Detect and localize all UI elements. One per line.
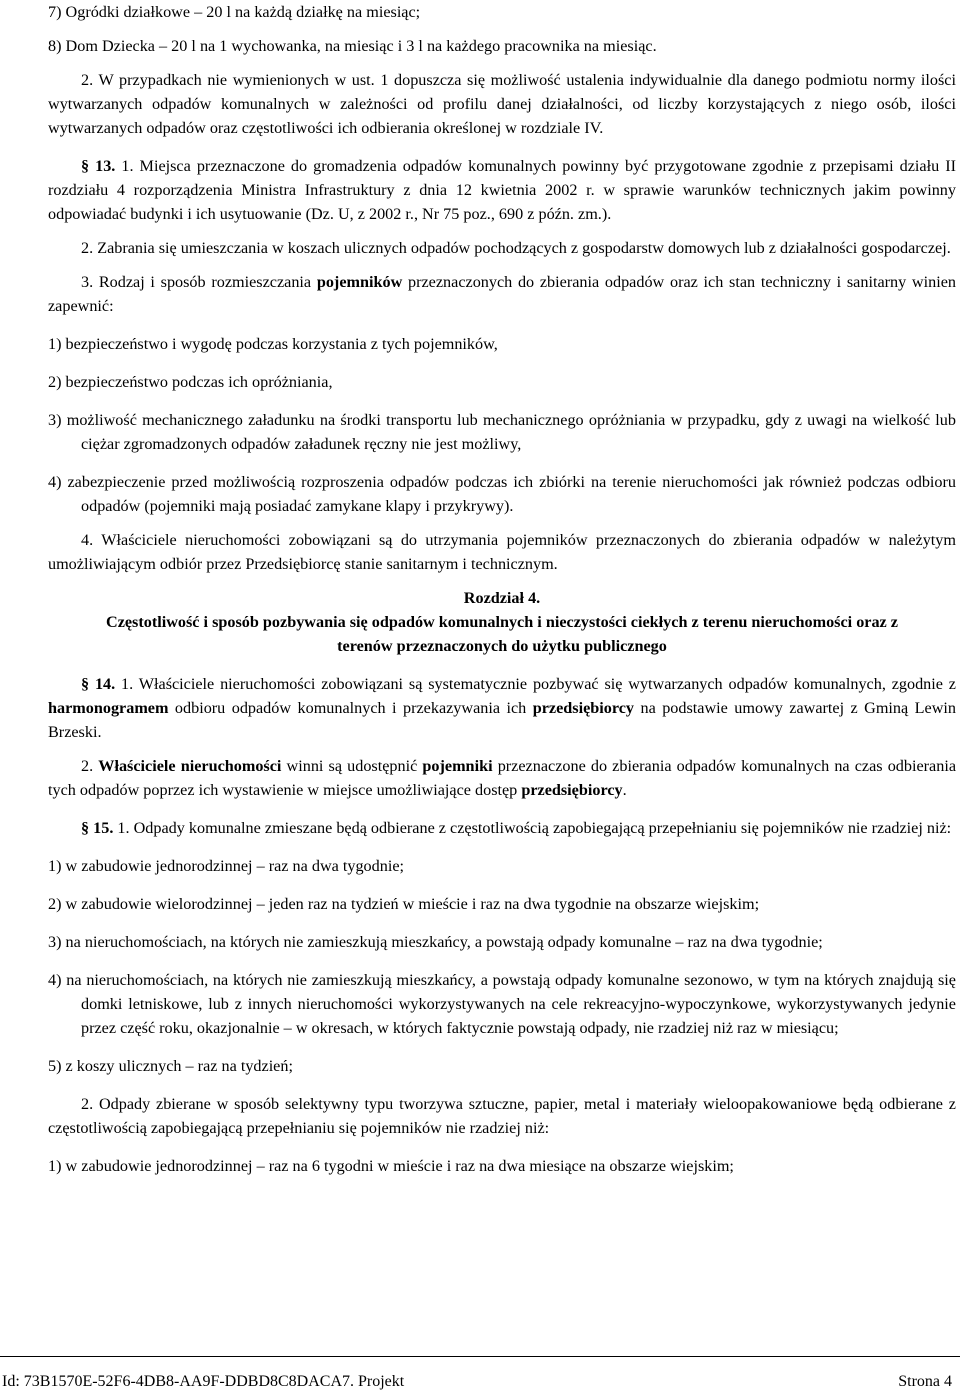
list-item: 1) w zabudowie jednorodzinnej – raz na dwa tygodnie; <box>48 857 405 875</box>
text: winni są udostępnić <box>281 757 423 775</box>
bold-text: harmonogramem <box>48 699 169 717</box>
bold-text: przedsiębiorcy <box>521 781 623 799</box>
text: 1. Właściciele nieruchomości zobowiązani są systematycznie pozbywać się wytwarzanych odpadów komunalnych, zgodnie z <box>115 675 956 693</box>
section-13-para-1 <box>48 154 956 226</box>
section-15-para-2: 2. Odpady zbierane w sposób selektywny typu tworzywa sztuczne, papier, metal i materiały wieloopakowaniowe będą odbierane z częstotliwością zapobiegającą przepełnianiu się pojemników nie rzadziej niż: <box>48 1095 956 1137</box>
section-13-para-2: 2. Zabrania się umieszczania w koszach ulicznych odpadów pochodzących z gospodarstw domowych lub z działalności gospodarczej. <box>81 239 951 257</box>
text: przeznaczonych do zbierania odpadów oraz ich stan techniczny i sanitarny winien zapewnić: <box>48 273 956 315</box>
section-14-para-1 <box>48 672 956 744</box>
bold-text: Właściciele nieruchomości <box>98 757 282 775</box>
section-13-para-4: 4. Właściciele nieruchomości zobowiązani są do utrzymania pojemników przeznaczonych do zbierania odpadów w należytym umożliwiającym odbiór przez Przedsiębiorcę stanie sanitarnym i technicznym. <box>48 531 956 573</box>
section-13-para-3 <box>48 270 956 318</box>
list-item: 3) na nieruchomościach, na których nie zamieszkują mieszkańcy, a powstają odpady komunalne – raz na dwa tygodnie; <box>48 933 823 951</box>
item-7: 7) Ogródki działkowe – 20 l na każdą działkę na miesiąc; <box>48 3 421 21</box>
text: 3. Rodzaj i sposób rozmieszczania <box>81 273 317 291</box>
list-item: 1) w zabudowie jednorodzinnej – raz na 6 tygodni w mieście i raz na dwa miesiące na obszarze wiejskim; <box>48 1157 734 1175</box>
page-number: Strona 4 <box>898 1373 952 1390</box>
section-15-number: § 15. <box>81 819 114 837</box>
document-id: Id: 73B1570E-52F6-4DB8-AA9F-DDBD8C8DACA7. Projekt <box>2 1373 405 1390</box>
list-item: 1) bezpieczeństwo i wygodę podczas korzystania z tych pojemników, <box>48 335 498 353</box>
section-15-para-1 <box>48 816 956 840</box>
text: 2. <box>81 757 99 775</box>
text: przeznaczone do zbierania odpadów komunalnych na czas odbierania tych odpadów poprzez ich wystawienie w miejsce umożliwiające dostęp <box>48 757 957 799</box>
section-14-number: § 14. <box>81 675 116 693</box>
text: 1. Odpady komunalne zmieszane będą odbierane z częstotliwością zapobiegającą przepełnianiu się pojemników nie rzadziej niż: <box>113 819 952 837</box>
chapter-heading: Rozdział 4. <box>463 589 541 607</box>
list-item: 3) możliwość mechanicznego załadunku na środki transportu lub mechanicznego opróżniania w przypadku, gdy z uwagi na wielkość lub ciężar zgromadzonych odpadów załadunek ręczny nie jest możliwy, <box>48 411 956 453</box>
list-item: 2) bezpieczeństwo podczas ich opróżniania, <box>48 373 333 391</box>
section-13-number: § 13. <box>81 157 116 175</box>
text: . <box>622 781 627 799</box>
bold-text: pojemników <box>316 273 403 291</box>
page-footer <box>0 1356 960 1390</box>
text: na podstawie umowy zawartej z Gminą Lewin Brzeski. <box>48 699 956 741</box>
list-item: 4) zabezpieczenie przed możliwością rozproszenia odpadów podczas ich zbiórki na terenie nieruchomości jak również podczas odbioru odpadów (pojemniki mają posiadać zamykane klapy i przykrywy). <box>48 473 956 515</box>
list-item: 4) na nieruchomościach, na których nie zamieszkują mieszkańcy, a powstają odpady komunalne sezonowo, w tym na których znajdują się domki letniskowe, lub z innych nieruchomości wykorzystywanych na cele rekreacyjno-wypoczynkowe, wykorzystywanych jedynie przez część roku, okazjonalnie – w okresach, w których faktycznie powstają odpady, nie rzadziej niż raz w miesiącu; <box>48 971 956 1037</box>
bold-text: przedsiębiorcy <box>532 699 635 717</box>
section-14-para-2 <box>48 754 956 802</box>
list-item: 5) z koszy ulicznych – raz na tydzień; <box>48 1057 293 1075</box>
list-item: 2) w zabudowie wielorodzinnej – jeden raz na tydzień w mieście i raz na dwa tygodnie na obszarze wiejskim; <box>48 895 760 913</box>
item-8: 8) Dom Dziecka – 20 l na 1 wychowanka, na miesiąc i 3 l na każdego pracownika na miesiąc. <box>48 37 657 55</box>
chapter-title: Częstotliwość i sposób pozbywania się odpadów komunalnych i nieczystości ciekłych z terenu nieruchomości oraz z terenów przeznaczonych do użytku publicznego <box>106 613 898 655</box>
section-13-text: 1. Miejsca przeznaczone do gromadzenia odpadów komunalnych powinny być przygotowane zgodnie z przepisami działu II rozdziału 4 rozporządzenia Ministra Infrastruktury z dnia 12 kwietnia 2002 r. w sprawie warunków technicznych jakim powinny odpowiadać budynki i ich usytuowanie (Dz. U, z 2002 r., Nr 75 poz., 690 z późn. zm.). <box>48 157 956 223</box>
paragraph-2: 2. W przypadkach nie wymienionych w ust. 1 dopuszcza się możliwość ustalenia indywidualnie dla danego podmiotu normy ilości wytwarzanych odpadów komunalnych w zależności od profilu danej działalności, od liczby korzystających z niego osób, ilości wytwarzanych odpadów oraz częstotliwości ich odbierania określonej w rozdziale IV. <box>48 71 956 137</box>
text: odbioru odpadów komunalnych i przekazywania ich <box>168 699 533 717</box>
bold-text: pojemniki <box>422 757 493 775</box>
document-page <box>48 0 956 1178</box>
